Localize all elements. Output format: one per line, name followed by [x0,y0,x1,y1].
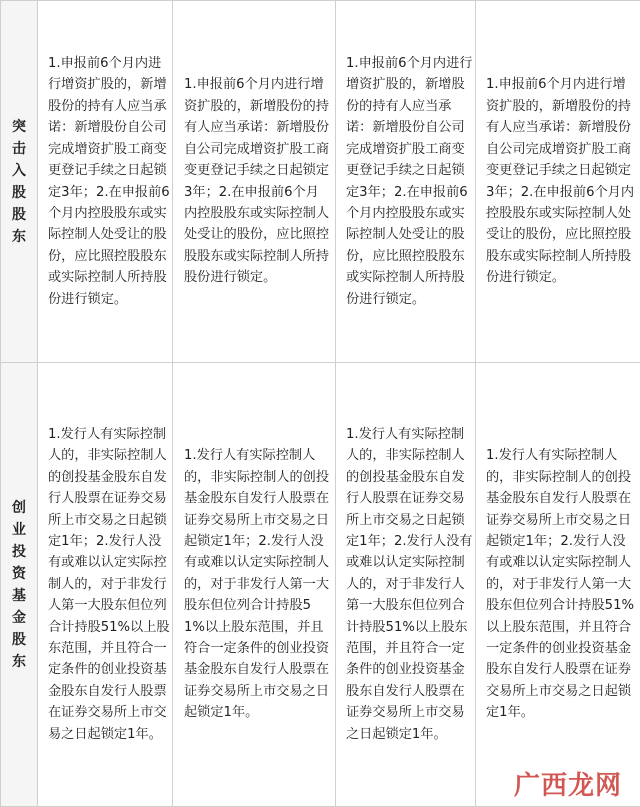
table-cell: 1.申报前6个月内进行增资扩股的，新增股份的持有人应当承诺：新增股份自公司完成增资扩股工商变更登记手续之日起锁定3年；2.在申报前6个月内控股股东或实际控制人处受让的股份，应比照控股股东或实际控制人所持股份进行锁定。 [38,1,173,363]
watermark-logo: 广西龙网 [514,765,622,802]
table-cell: 1.申报前6个月内进行增资扩股的，新增股份的持有人应当承诺：新增股份自公司完成增资扩股工商变更登记手续之日起锁定3年；2.在申报前6个月内控股股东或实际控制人处受让的股份，应比照控股股东或实际控制人所持股份进行锁定。 [173,1,336,363]
row-label: 创业投资基金股东 [1,363,38,807]
table-cell: 1.申报前6个月内进行增资扩股的，新增股份的持有人应当承诺：新增股份自公司完成增资扩股工商变更登记手续之日起锁定3年；2.在申报前6个月内控股股东或实际控制人处受让的股份，应比照控股股东或实际控制人所持股份进行锁定。 [476,1,640,363]
table-row [1,1,640,363]
table-cell: 1.发行人有实际控制人的，非实际控制人的创投基金股东自发行人股票在证券交易所上市交易之日起锁定1年；2.发行人没有或难以认定实际控制人的，对于非发行人第一大股东但位列合计持股51%以上股东范围，并且符合一定条件的创业投资基金股东自发行人股票在证券交易所上市交易之日起锁定1年。 [336,363,476,807]
table-cell: 1.申报前6个月内进行增资扩股的，新增股份的持有人应当承诺：新增股份自公司完成增资扩股工商变更登记手续之日起锁定3年；2.在申报前6个月内控股股东或实际控制人处受让的股份，应比照控股股东或实际控制人所持股份进行锁定。 [336,1,476,363]
table-cell: 1.发行人有实际控制人的，非实际控制人的创投基金股东自发行人股票在证券交易所上市交易之日起锁定1年；2.发行人没有或难以认定实际控制人的，对于非发行人第一大股东但位列合计持股51%以上股东范围，并且符合一定条件的创业投资基金股东自发行人股票在证券交易所上市交易之日起锁定1年。 [173,363,336,807]
table-cell: 1.发行人有实际控制人的，非实际控制人的创投基金股东自发行人股票在证券交易所上市交易之日起锁定1年；2.发行人没有或难以认定实际控制人的，对于非发行人第一大股东但位列合计持股51%以上股东范围，并且符合一定条件的创业投资基金股东自发行人股票在证券交易所上市交易之日起锁定1年。 [476,363,640,807]
table-row [1,363,640,807]
row-label: 突击入股股东 [1,1,38,363]
table-cell: 1.发行人有实际控制人的，非实际控制人的创投基金股东自发行人股票在证券交易所上市交易之日起锁定1年；2.发行人没有或难以认定实际控制人的，对于非发行人第一大股东但位列合计持股51%以上股东范围，并且符合一定条件的创业投资基金股东自发行人股票在证券交易所上市交易之日起锁定1年。 [38,363,173,807]
